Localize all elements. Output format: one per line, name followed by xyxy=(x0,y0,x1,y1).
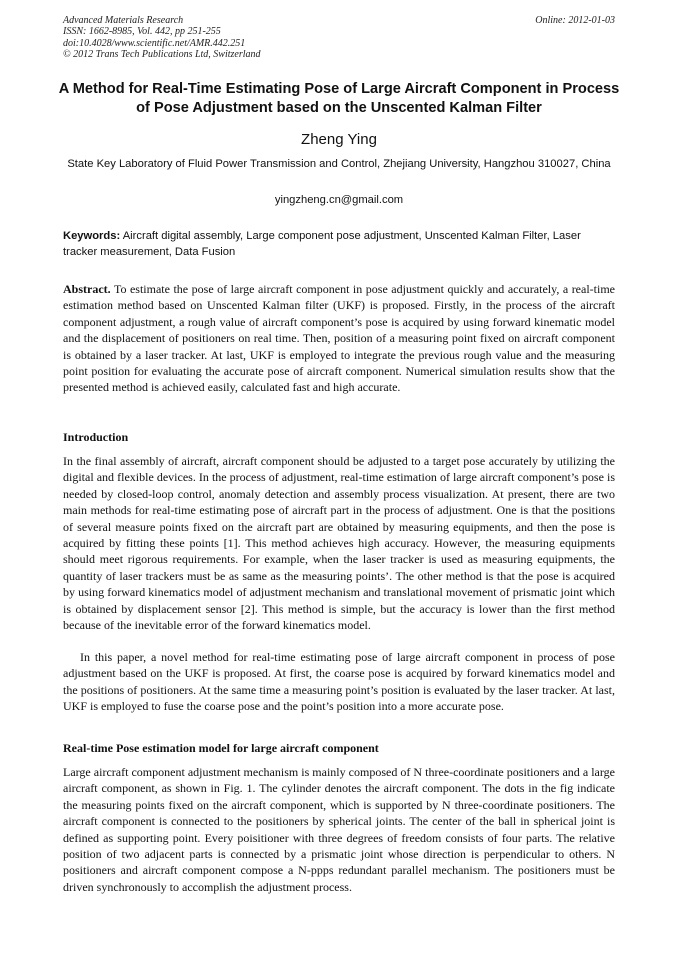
abstract-label: Abstract. xyxy=(63,282,111,296)
author-name: Zheng Ying xyxy=(301,131,377,148)
abstract-block xyxy=(63,281,615,396)
paper-title: A Method for Real-Time Estimating Pose of Large Aircraft Component in Process of Pose Adjustment based on the Unscented Kalman Filter xyxy=(58,81,620,116)
section2-paragraph-1: Large aircraft component adjustment mechanism is mainly composed of N three-coordinate positioners and a large aircraft component, as shown in Fig. 1. The cylinder denotes the aircraft component. The dots in the fig indicate the measuring points fixed on the aircraft component, which is supported by N three-coordinate positioners. The aircraft component is connected to the positioners by spherical joints. The center of the ball in spherical joint is defined as supporting point. Every poisitioner with three degrees of freedom consists of four parts. The relative position of two adjacent parts is connected by a prismatic joint whose direction is perpendicular to others. N positioners and aircraft component compose a N-ppps redundant parallel mechanism. The positioners must be driven synchronously to accomplish the adjustment process. xyxy=(63,765,615,894)
introduction-heading: Introduction xyxy=(63,430,129,444)
author-email: yingzheng.cn@gmail.com xyxy=(274,194,404,206)
online-date: Online: 2012-01-03 xyxy=(535,15,615,26)
journal-header xyxy=(63,15,615,60)
introduction-paragraph-2: In this paper, a novel method for real-time estimating pose of large aircraft component in process of pose adjustment based on the UKF is proposed. At first, the coarse pose is acquired by forward kinematics model and the positions of positioners. At the same time a measuring point’s position is evaluated by the laser tracker. At last, UKF is employed to fuse the coarse pose and the point’s position into a more accurate pose. xyxy=(63,650,615,714)
abstract-text: To estimate the pose of large aircraft component in pose adjustment quickly and accurately, a real-time estimation method based on Unscented Kalman filter (UKF) is proposed. Firstly, in the process of the aircraft component adjustment, a rough value of aircraft component’s pose is acquired by using forward kinematic model and the displacement of positioners on real time. Then, position of a measuring point fixed on aircraft component is obtained by a laser tracker. At last, UKF is employed to integrate the previous rough value and the measuring point position for evaluating the accurate pose of aircraft component. Numerical simulation results show that the presented method is achieved easily, calculated fast and high accurate. xyxy=(63,282,615,395)
journal-name: Advanced Materials Research xyxy=(63,15,184,26)
keywords-block xyxy=(63,229,615,260)
author-affiliation: State Key Laboratory of Fluid Power Transmission and Control, Zhejiang University, Hangzhou 310027, China xyxy=(67,158,611,170)
copyright-line: © 2012 Trans Tech Publications Ltd, Switzerland xyxy=(63,48,261,60)
keywords-label: Keywords: xyxy=(63,230,121,242)
doi-line: doi:10.4028/www.scientific.net/AMR.442.251 xyxy=(63,37,246,49)
section2-heading: Real-time Pose estimation model for large aircraft component xyxy=(63,741,379,755)
introduction-paragraph-1: In the final assembly of aircraft, aircraft component should be adjusted to a target pose accurately by utilizing the digital and flexible devices. In the process of adjustment, real-time estimation of large aircraft component’s pose is needed by closed-loop control, anomaly detection and assembly process visualization. At present, there are two main methods for real-time estimating pose of aircraft part in the process of adjustment. One is that the positions of several measure points fixed on the aircraft part are obtained by measuring equipments, and then the pose is acquired by fitting these points [1]. This method achieves high accuracy. However, the measuring equipments should meet rigorous requirements. For example, when the laser tracker is used as measuring equipments, the quantity of laser trackers must be as same as the measuring points’. The other method is that the pose is acquired by using forward kinematics model of adjustment mechanism and translational movement of prismatic joint which is obtained by displacement sensor [2]. This method is simple, but the accuracy is lower than the first method because of the inevitable error of the forward kinematics model. xyxy=(63,454,615,633)
keywords-text: Aircraft digital assembly, Large component pose adjustment, Unscented Kalman Filter, Laser tracker measurement, Data Fusion xyxy=(63,230,581,258)
issn-line: ISSN: 1662-8985, Vol. 442, pp 251-255 xyxy=(63,26,221,38)
